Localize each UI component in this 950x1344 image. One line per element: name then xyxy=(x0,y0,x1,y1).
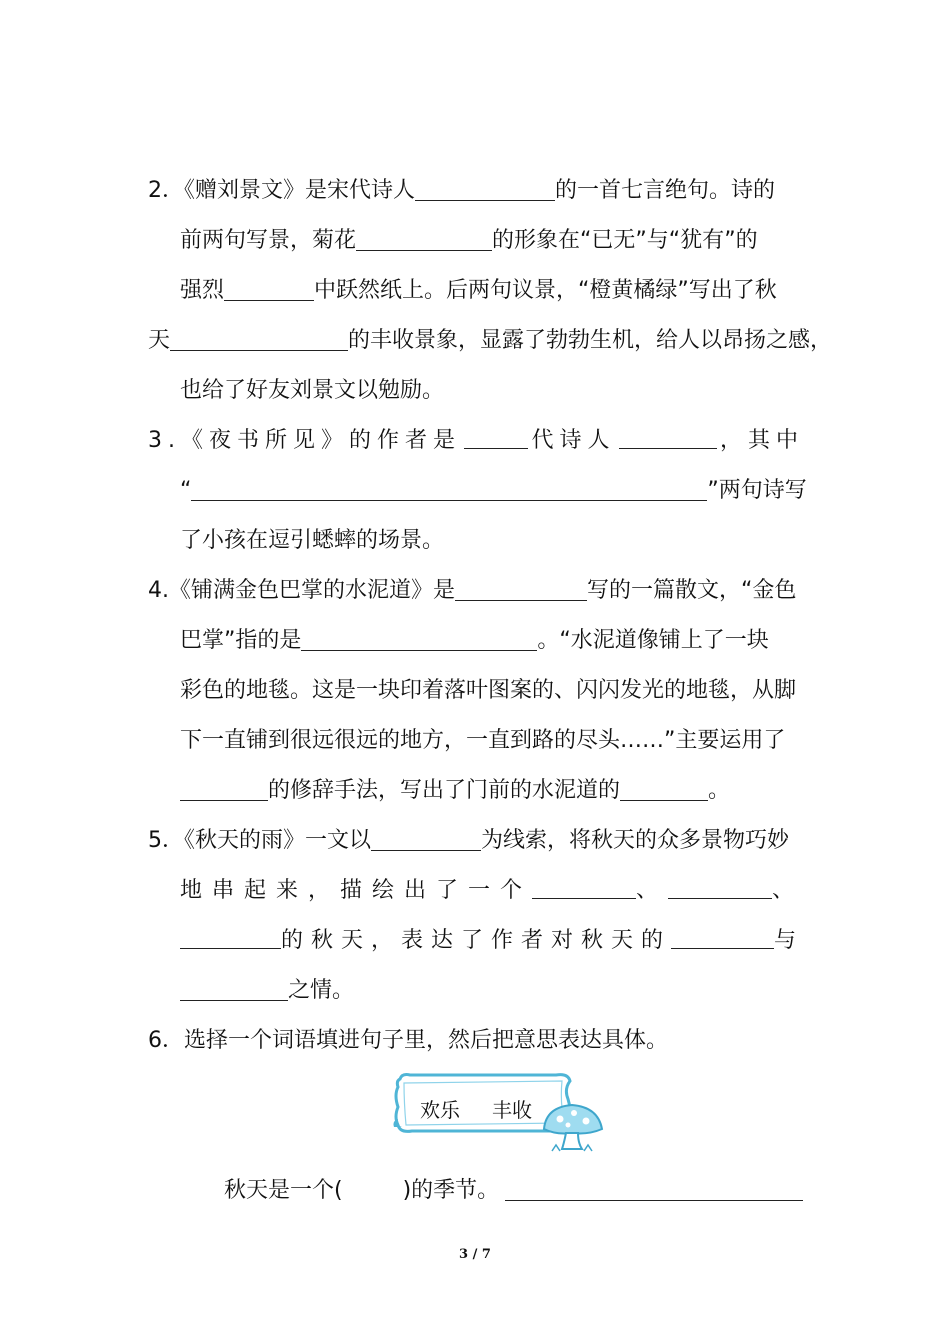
mushroom-icon xyxy=(538,1101,608,1153)
q2-line5 xyxy=(180,376,444,406)
q5-blank-clue[interactable] xyxy=(371,828,481,851)
q5-line4 xyxy=(180,976,354,1006)
q3-blank-dynasty[interactable] xyxy=(464,426,528,449)
q3-text: 代诗人 xyxy=(531,428,616,453)
q5-text: 之情。 xyxy=(288,978,355,1003)
q2-blank-autumn[interactable] xyxy=(170,328,348,351)
q6-sentence xyxy=(224,1176,803,1206)
q4-number: 4. xyxy=(148,578,169,603)
q2-text: 天 xyxy=(148,328,171,353)
q2-text: 强烈 xyxy=(180,278,225,303)
q2-text: 的形象在“已无”与“犹有”的 xyxy=(492,228,758,253)
q5-blank-adj2[interactable] xyxy=(668,876,772,899)
q2-blank-poet[interactable] xyxy=(415,178,555,201)
q5-text: 、 xyxy=(635,878,668,903)
q3-line3 xyxy=(180,526,444,556)
q2-text: 中跃然纸上。后两句议景，“橙黄橘绿”写出了秋 xyxy=(314,278,777,303)
q2-number: 2． xyxy=(148,178,184,203)
q5-blank-adj1[interactable] xyxy=(532,876,636,899)
q3-blank-verses[interactable] xyxy=(191,478,707,501)
q4-line2 xyxy=(180,626,769,656)
q4-blank-rhetoric[interactable] xyxy=(180,778,268,801)
q2-text: 前两句写景，菊花 xyxy=(180,228,357,253)
q5-line3 xyxy=(180,926,804,956)
q5-number: 5． xyxy=(148,828,184,853)
q4-text: 《铺满金色巴掌的水泥道》是 xyxy=(169,578,456,603)
word-choice-joy: 欢乐 xyxy=(420,1098,460,1122)
q5-line2 xyxy=(180,876,804,906)
q4-blank-author[interactable] xyxy=(455,578,587,601)
q4-text: 彩色的地毯。这是一块印着落叶图案的、闪闪发光的地毯，从脚 xyxy=(180,678,797,703)
q5-text: 《秋天的雨》一文以 xyxy=(184,828,372,853)
q3-text: 了小孩在逗引蟋蟀的场景。 xyxy=(180,528,445,553)
q3-blank-poet[interactable] xyxy=(619,426,717,449)
q2-blank-chrysanthemum[interactable] xyxy=(356,228,492,251)
q4-text: 写的一篇散文，“金色 xyxy=(587,578,797,603)
q3-line1 xyxy=(148,426,804,456)
q4-line5 xyxy=(180,776,730,806)
q4-text: 。“水泥道像铺上了一块 xyxy=(537,628,769,653)
q4-blank-golden-palm[interactable] xyxy=(301,628,537,651)
q4-text: 的修辞手法，写出了门前的水泥道的 xyxy=(268,778,621,803)
q6-line1 xyxy=(148,1026,668,1056)
q2-line3 xyxy=(180,276,777,306)
q6-sentence-text: 秋天是一个( xyxy=(224,1178,343,1203)
q4-blank-feature[interactable] xyxy=(620,778,708,801)
q5-blank-feeling1[interactable] xyxy=(671,926,774,949)
q6-number: 6． xyxy=(148,1028,184,1053)
q5-text: 与 xyxy=(773,928,804,953)
q2-text: 也给了好友刘景文以勉励。 xyxy=(180,378,445,403)
q4-text: 。 xyxy=(708,778,731,803)
q3-text: “ xyxy=(180,478,192,503)
page-number: 3 / 7 xyxy=(459,1247,491,1262)
q4-text: 巴掌”指的是 xyxy=(180,628,302,653)
q4-text: 下一直铺到很远很远的地方，一直到路的尽头……”主要运用了 xyxy=(180,728,786,753)
q2-line2 xyxy=(180,226,758,256)
q2-line4 xyxy=(148,326,832,356)
q5-text: 的秋天，表达了作者对秋天的 xyxy=(281,928,672,953)
q2-text: 的丰收景象，显露了勃勃生机，给人以昂扬之感， xyxy=(348,328,833,353)
q3-number: 3. xyxy=(148,428,181,453)
q2-text: 的一首七言绝句。诗的 xyxy=(555,178,776,203)
q5-blank-adj3[interactable] xyxy=(180,926,281,949)
q3-text: ，其中 xyxy=(719,428,804,453)
q3-line2 xyxy=(180,476,807,506)
q3-text: ”两句诗写 xyxy=(707,478,807,503)
q5-text: 地串起来，描绘出了一个 xyxy=(180,878,533,903)
word-choice-harvest: 丰收 xyxy=(492,1098,532,1122)
q5-blank-feeling2[interactable] xyxy=(180,978,288,1001)
q2-text: 《赠刘景文》是宋代诗人 xyxy=(184,178,416,203)
q4-line1 xyxy=(148,576,796,606)
q2-blank-contrast[interactable] xyxy=(224,278,314,301)
q2-line1 xyxy=(148,176,775,206)
q5-text: 、 xyxy=(771,878,804,903)
q6-sentence-text: )的季节。 xyxy=(402,1178,500,1203)
q5-text: 为线索，将秋天的众多景物巧妙 xyxy=(481,828,790,853)
q3-text: 《夜书所见》的作者是 xyxy=(181,428,462,453)
q4-line3 xyxy=(180,676,796,706)
q4-line4 xyxy=(180,726,785,756)
q5-line1 xyxy=(148,826,789,856)
q6-text: 选择一个词语填进句子里，然后把意思表达具体。 xyxy=(184,1028,669,1053)
q6-answer-line[interactable] xyxy=(505,1178,803,1201)
